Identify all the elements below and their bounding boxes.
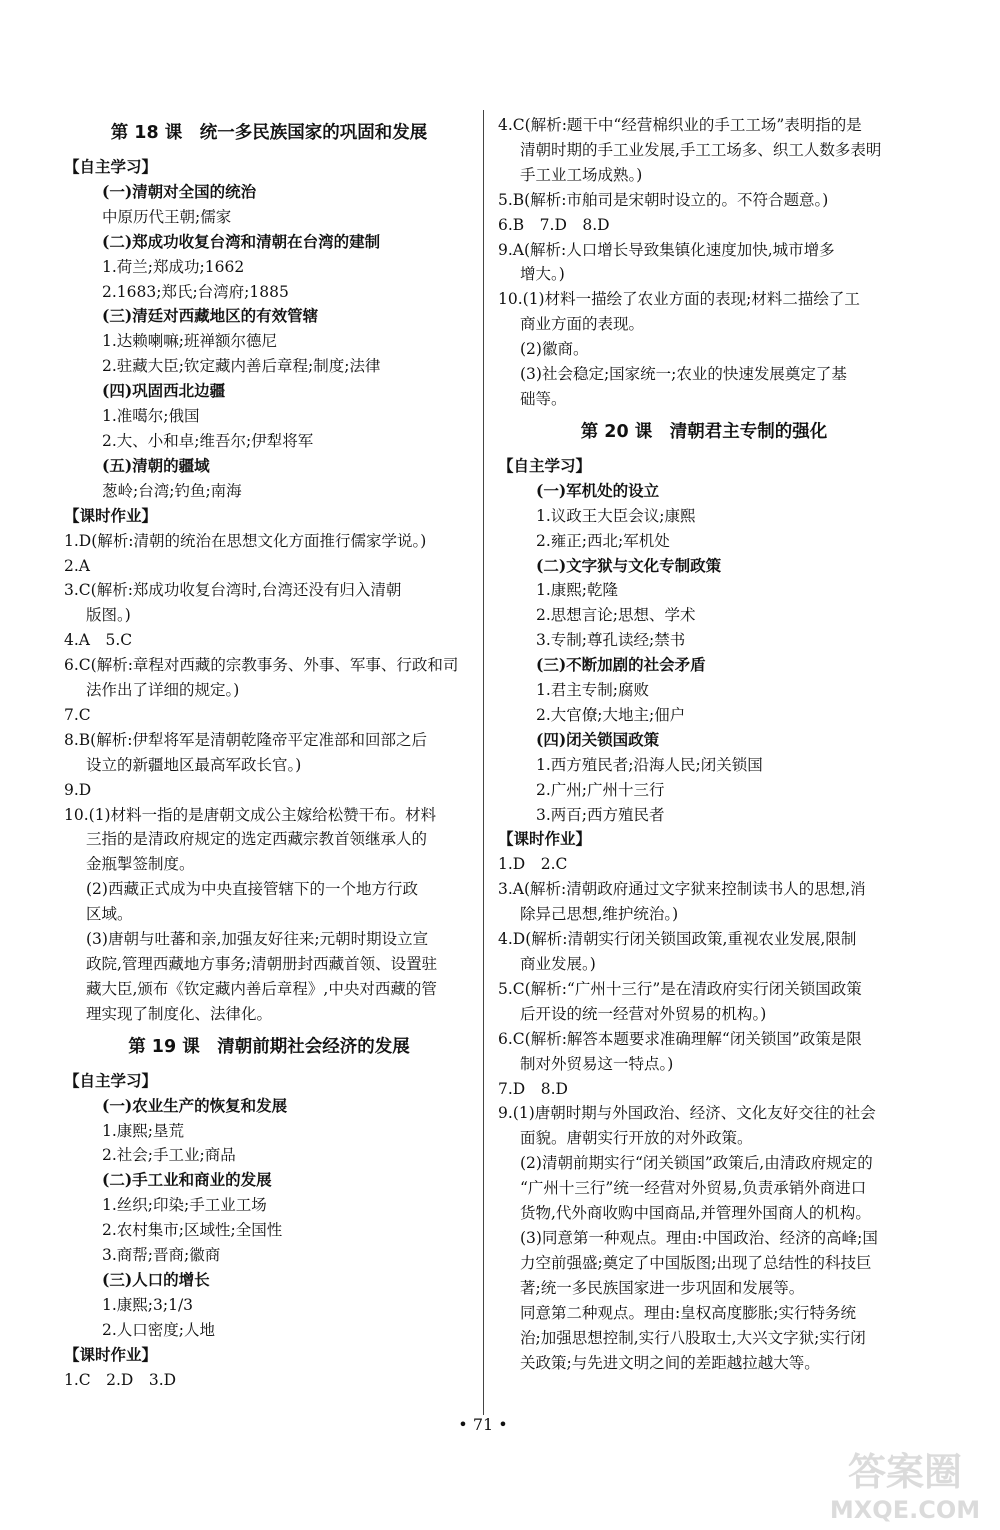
lesson-heading: 第 19 课 清朝前期社会经济的发展 [128, 1036, 410, 1057]
answer-continuation: 治;加强思想控制,实行八股取士,大兴文字狱;实行闭 [520, 1328, 866, 1347]
subsection-title: (二)郑成功收复台湾和清朝在台湾的建制 [102, 231, 381, 251]
exercise-answer: 1.C 2.D 3.D [64, 1370, 177, 1389]
answer-continuation: 础等。 [520, 389, 567, 408]
answer-item: 2.社会;手工业;商品 [102, 1146, 236, 1165]
exercise-answer: 10.(1)材料一指的是唐朝文成公主嫁给松赞干布。材料 [64, 805, 437, 824]
subsection-title: (一)清朝对全国的统治 [102, 181, 257, 201]
section-label: 【课时作业】 [64, 1344, 158, 1364]
answer-item: 2.人口密度;人地 [102, 1320, 216, 1339]
exercise-answer: 6.C(解析:章程对西藏的宗教事务、外事、军事、行政和司 [64, 656, 459, 675]
answer-continuation: 设立的新疆地区最高军政长官。) [86, 755, 302, 774]
answer-continuation: 版图。) [86, 606, 131, 625]
answer-continuation: 政院,管理西藏地方事务;清朝册封西藏首领、设置驻 [86, 955, 438, 973]
section-label: 【自主学习】 [64, 157, 158, 176]
answer-continuation: 制对外贸易这一特点。) [520, 1054, 674, 1073]
exercise-answer: 4.D(解析:清朝实行闭关锁国政策,重视农业发展,限制 [498, 930, 857, 949]
subsection-title: (四)巩固西北边疆 [102, 381, 226, 401]
answer-continuation: 清朝时期的手工业发展,手工工场多、织工人数多表明 [520, 140, 882, 159]
answer-item: 3.两百;西方殖民者 [536, 805, 665, 824]
exercise-answer: 10.(1)材料一描绘了农业方面的表现;材料二描绘了工 [498, 290, 860, 309]
answer-item: 1.准噶尔;俄国 [102, 407, 200, 426]
answer-item: 1.君主专制;腐败 [536, 681, 650, 700]
answer-continuation: “广州十三行”统一经营对外贸易,负责承销外商进口 [520, 1179, 867, 1198]
exercise-answer: 8.B(解析:伊犁将军是清朝乾隆帝平定准部和回部之后 [64, 730, 427, 749]
answer-continuation: (3)社会稳定;国家统一;农业的快速发展奠定了基 [520, 365, 847, 384]
answer-item: 3.专制;尊孔读经;禁书 [536, 631, 686, 650]
exercise-answer: 5.C(解析:“广州十三行”是在清政府实行闭关锁国政策 [498, 979, 862, 998]
answer-continuation: 三指的是清政府规定的选定西藏宗教首领继承人的 [86, 830, 428, 849]
answer-item: 2.驻藏大臣;钦定藏内善后章程;制度;法律 [102, 357, 381, 376]
answer-item: 1.丝织;印染;手工业工场 [102, 1196, 267, 1215]
answer-item: 3.商帮;晋商;徽商 [102, 1246, 221, 1265]
section-label: 【课时作业】 [64, 505, 158, 525]
answer-continuation: 手工业工场成熟。) [520, 165, 643, 184]
answer-item: 2.1683;郑氏;台湾府;1885 [102, 282, 289, 301]
answer-continuation: (2)清朝前期实行“闭关锁国”政策后,由清政府规定的 [520, 1154, 873, 1173]
lesson-heading: 第 18 课 统一多民族国家的巩固和发展 [110, 123, 428, 143]
answer-continuation: 商业发展。) [520, 955, 596, 973]
answer-continuation: (3)同意第一种观点。理由:中国政治、经济的高峰;国 [520, 1228, 878, 1247]
subsection-title: (三)不断加剧的社会矛盾 [536, 655, 706, 675]
subsection-title: (三)清廷对西藏地区的有效管辖 [102, 306, 319, 326]
answer-continuation: (2)西藏正式成为中央直接管辖下的一个地方行政 [86, 880, 418, 899]
answer-item: 2.农村集市;区域性;全国性 [102, 1221, 283, 1240]
answer-continuation: 藏大臣,颁布《钦定藏内善后章程》,中央对西藏的管 [86, 979, 437, 998]
answer-item: 1.荷兰;郑成功;1662 [102, 257, 245, 276]
subsection-title: (二)文字狱与文化专制政策 [536, 555, 722, 575]
exercise-answer: 6.B 7.D 8.D [498, 215, 610, 234]
exercise-answer: 3.C(解析:郑成功收复台湾时,台湾还没有归入清朝 [64, 581, 402, 600]
answer-continuation: 除异己思想,维护统治。) [520, 905, 679, 924]
answer-item: 2.思想言论;思想、学术 [536, 606, 696, 625]
left-column [64, 113, 474, 1393]
column-divider [483, 110, 484, 1415]
answer-item: 1.康熙;垦荒 [102, 1121, 185, 1140]
exercise-answer: 1.D 2.C [498, 855, 568, 874]
subsection-title: (四)闭关锁国政策 [536, 729, 660, 749]
answer-continuation: 法作出了详细的规定。) [86, 681, 240, 700]
lesson-heading: 第 20 课 清朝君主专制的强化 [580, 421, 828, 442]
subsection-title: (一)农业生产的恢复和发展 [102, 1095, 288, 1115]
watermark-logo [830, 1440, 980, 1525]
answer-continuation: 商业方面的表现。 [520, 315, 645, 334]
exercise-answer: 9.D [64, 780, 92, 799]
answer-item: 1.康熙;3;1/3 [102, 1295, 194, 1314]
answer-continuation: 面貌。唐朝实行开放的对外政策。 [520, 1129, 753, 1148]
answer-continuation: 金瓶掣签制度。 [86, 855, 195, 874]
exercise-answer: 2.A [64, 556, 90, 575]
subsection-title: (三)人口的增长 [102, 1269, 210, 1289]
exercise-answer: 4.C(解析:题干中“经营棉织业的手工工场”表明指的是 [498, 116, 862, 134]
answer-item: 1.议政王大臣会议;康熙 [536, 506, 696, 525]
section-label: 【自主学习】 [498, 455, 592, 475]
answer-continuation: 力空前强盛;奠定了中国版图;出现了总结性的科技巨 [520, 1253, 872, 1272]
answer-continuation: 关政策;与先进文明之间的差距越拉越大等。 [520, 1353, 820, 1372]
answer-item: 2.大官僚;大地主;佃户 [536, 705, 686, 724]
answer-continuation: 同意第二种观点。理由:皇权高度膨胀;实行特务统 [520, 1303, 856, 1322]
answer-continuation: 后开设的统一经营对外贸易的机构。) [520, 1004, 767, 1023]
answer-item: 葱岭;台湾;钓鱼;南海 [102, 481, 242, 500]
answer-item: 2.大、小和卓;维吾尔;伊犁将军 [102, 431, 314, 450]
section-label: 【课时作业】 [498, 829, 592, 849]
answer-continuation: 著;统一多民族国家进一步巩固和发展等。 [520, 1278, 805, 1297]
answer-item: 1.康熙;乾隆 [536, 581, 619, 600]
section-label: 【自主学习】 [64, 1070, 158, 1090]
page-number: • 71 • [458, 1415, 508, 1434]
subsection-title: (一)军机处的设立 [536, 480, 660, 500]
exercise-answer: 9.A(解析:人口增长导致集镇化速度加快,城市增多 [498, 240, 835, 259]
subsection-title: (五)清朝的疆域 [102, 455, 210, 475]
answer-continuation: 增大。) [520, 265, 565, 284]
answer-item: 2.雍正;西北;军机处 [536, 531, 670, 550]
exercise-answer: 4.A 5.C [64, 631, 133, 650]
answer-continuation: (2)徽商。 [520, 340, 589, 359]
watermark-logo-text: 答案圈 [847, 1450, 963, 1494]
exercise-answer: 3.A(解析:清朝政府通过文字狱来控制读书人的思想,消 [498, 880, 866, 899]
exercise-answer: 6.C(解析:解答本题要求准确理解“闭关锁国”政策是限 [498, 1029, 862, 1048]
answer-item: 1.西方殖民者;沿海人民;闭关锁国 [536, 755, 763, 774]
answer-continuation: 货物,代外商收购中国商品,并管理外国商人的机构。 [520, 1204, 871, 1223]
exercise-answer: 5.B(解析:市舶司是宋朝时设立的。不符合题意。) [498, 190, 829, 209]
answer-continuation: (3)唐朝与吐蕃和亲,加强友好往来;元朝时期设立宣 [86, 930, 429, 949]
answer-item: 中原历代王朝;儒家 [102, 207, 232, 226]
answer-continuation: 理实现了制度化、法律化。 [86, 1004, 273, 1023]
exercise-answer: 7.C [64, 705, 91, 724]
exercise-answer: 7.D 8.D [498, 1079, 568, 1098]
answer-item: 2.广州;广州十三行 [536, 780, 665, 799]
subsection-title: (二)手工业和商业的发展 [102, 1170, 272, 1190]
exercise-answer: 9.(1)唐朝时期与外国政治、经济、文化友好交往的社会 [498, 1104, 876, 1123]
watermark-url-text: MXQE.COM [830, 1496, 980, 1524]
answer-item: 1.达赖喇嘛;班禅额尔德尼 [102, 332, 278, 351]
exercise-answer: 1.D(解析:清朝的统治在思想文化方面推行儒家学说。) [64, 531, 427, 550]
answer-continuation: 区域。 [86, 905, 133, 924]
right-column [498, 113, 910, 1375]
